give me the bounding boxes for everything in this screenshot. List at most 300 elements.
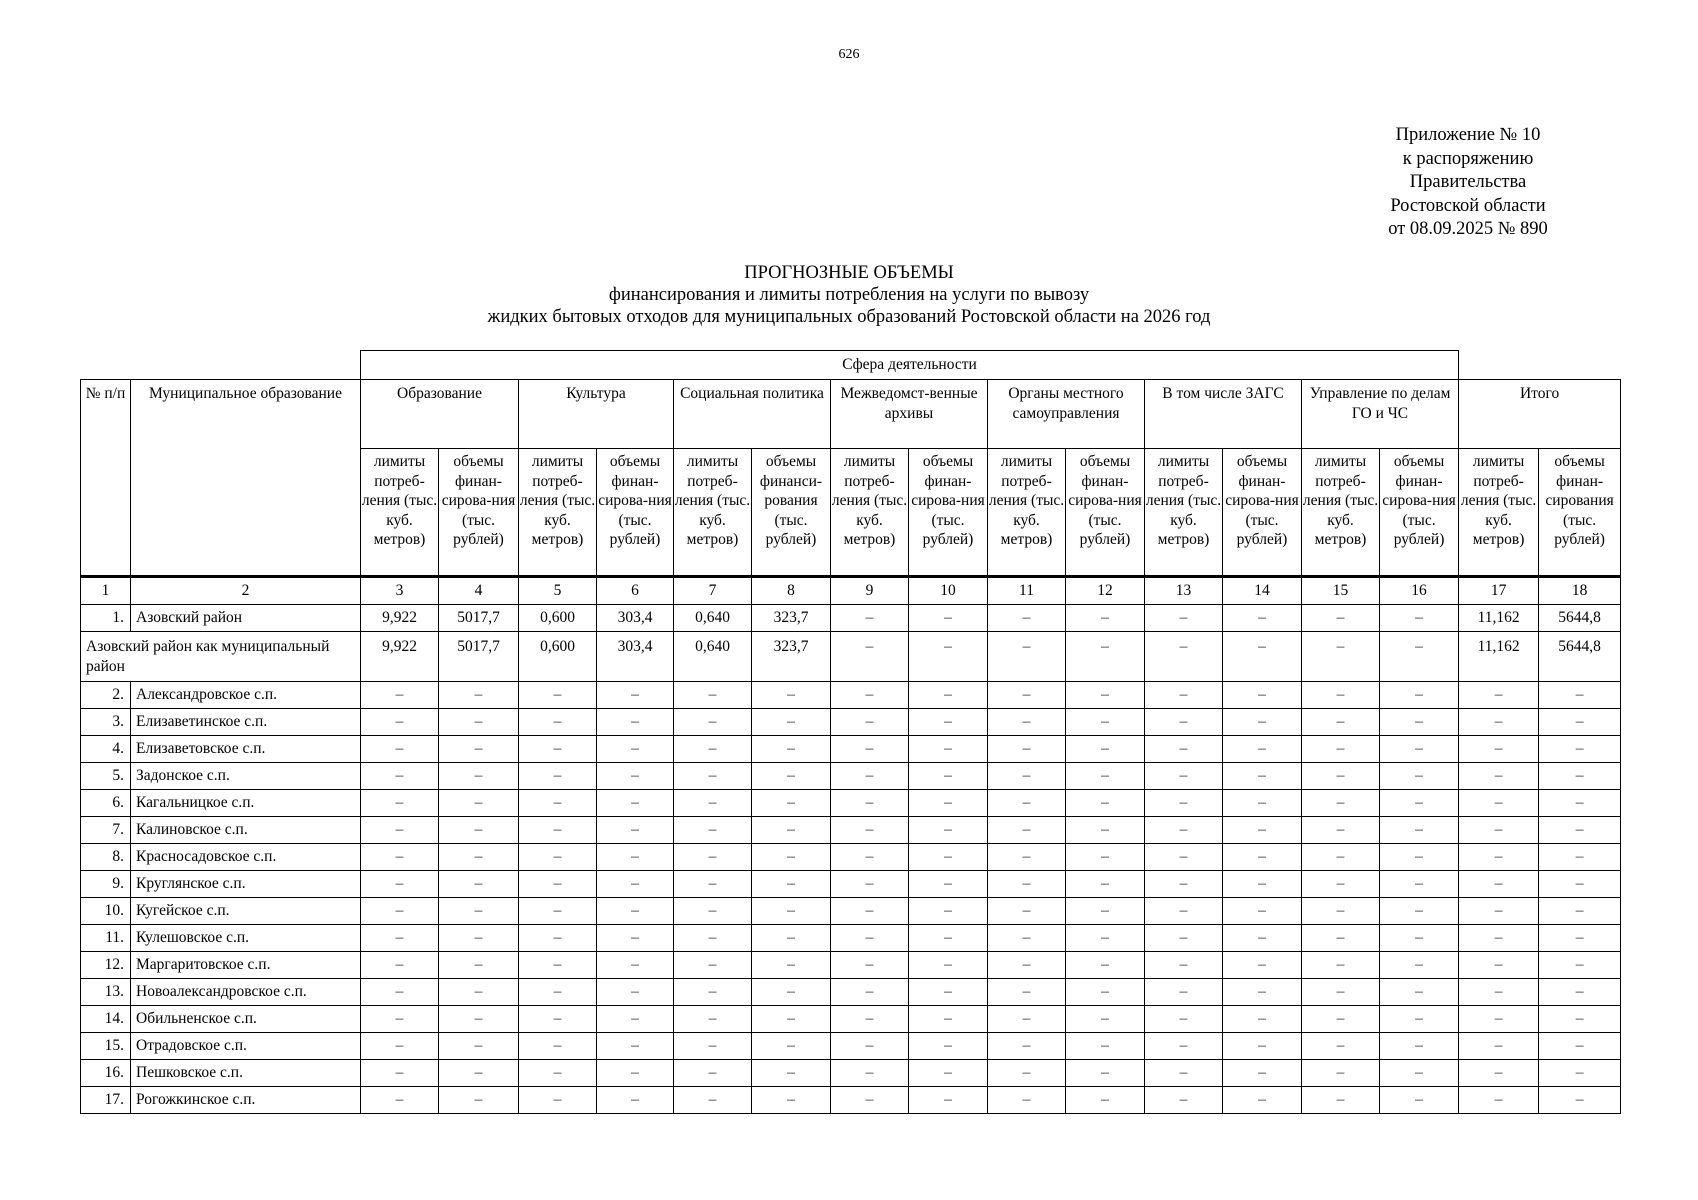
table-row <box>81 632 1621 682</box>
value-cell: – <box>988 979 1066 1006</box>
value-cell: – <box>1145 871 1223 898</box>
value-cell: – <box>831 898 909 925</box>
column-number: 7 <box>674 577 752 605</box>
value-cell: – <box>1380 925 1459 952</box>
value-cell: – <box>519 682 597 709</box>
table-row <box>81 709 1621 736</box>
value-cell: – <box>752 736 831 763</box>
value-cell: – <box>1302 763 1380 790</box>
volumes-subheader: объемы финан-сирования (тыс. рублей) <box>1539 449 1621 577</box>
value-cell: – <box>361 871 439 898</box>
value-cell: – <box>988 682 1066 709</box>
row-number: 13. <box>81 979 131 1006</box>
volumes-subheader: объемы финан-сирова-ния (тыс. рублей) <box>1066 449 1145 577</box>
value-cell: – <box>1066 763 1145 790</box>
value-cell: – <box>361 736 439 763</box>
blank-corner <box>1459 351 1621 380</box>
column-number: 3 <box>361 577 439 605</box>
table-row <box>81 1033 1621 1060</box>
value-cell: – <box>1459 925 1539 952</box>
value-cell: – <box>1223 1060 1302 1087</box>
value-cell: – <box>674 736 752 763</box>
value-cell: – <box>361 1087 439 1114</box>
municipality-name: Круглянское с.п. <box>131 871 361 898</box>
municipality-name: Азовский район <box>131 605 361 632</box>
value-cell: – <box>1066 1033 1145 1060</box>
volumes-subheader: объемы финан-сирова-ния (тыс. рублей) <box>597 449 674 577</box>
value-cell: 9,922 <box>361 605 439 632</box>
value-cell: – <box>674 1060 752 1087</box>
value-cell: – <box>597 817 674 844</box>
value-cell: – <box>1380 682 1459 709</box>
value-cell: 0,640 <box>674 632 752 682</box>
value-cell: – <box>1066 898 1145 925</box>
value-cell: – <box>674 817 752 844</box>
value-cell: – <box>1380 763 1459 790</box>
value-cell: – <box>752 871 831 898</box>
limits-subheader: лимиты потреб-ления (тыс. куб. метров) <box>674 449 752 577</box>
value-cell: – <box>831 605 909 632</box>
col-name-header: Муниципальное образование <box>131 380 361 577</box>
value-cell: – <box>519 817 597 844</box>
value-cell: – <box>1380 632 1459 682</box>
value-cell: – <box>1459 844 1539 871</box>
value-cell: – <box>1066 817 1145 844</box>
value-cell: – <box>831 1060 909 1087</box>
value-cell: – <box>1539 898 1621 925</box>
row-number: 7. <box>81 817 131 844</box>
financing-table <box>80 350 1621 1114</box>
value-cell: – <box>597 925 674 952</box>
value-cell: – <box>831 1033 909 1060</box>
limits-subheader: лимиты потреб-ления (тыс. куб. метров) <box>1302 449 1380 577</box>
value-cell: – <box>1302 952 1380 979</box>
value-cell: – <box>674 844 752 871</box>
value-cell: – <box>597 682 674 709</box>
value-cell: – <box>1459 952 1539 979</box>
value-cell: – <box>1066 871 1145 898</box>
volumes-subheader: объемы финан-сирова-ния (тыс. рублей) <box>909 449 988 577</box>
value-cell: – <box>1145 632 1223 682</box>
value-cell: – <box>1066 682 1145 709</box>
value-cell: – <box>439 1087 519 1114</box>
value-cell: – <box>1145 898 1223 925</box>
value-cell: – <box>1539 1006 1621 1033</box>
value-cell: – <box>1459 898 1539 925</box>
value-cell: 0,600 <box>519 605 597 632</box>
value-cell: – <box>1380 844 1459 871</box>
value-cell: – <box>1302 979 1380 1006</box>
row-number: 15. <box>81 1033 131 1060</box>
value-cell: – <box>1380 709 1459 736</box>
value-cell: – <box>439 844 519 871</box>
value-cell: – <box>831 736 909 763</box>
value-cell: – <box>909 1060 988 1087</box>
value-cell: – <box>909 632 988 682</box>
column-number: 13 <box>1145 577 1223 605</box>
value-cell: 323,7 <box>752 605 831 632</box>
appendix-block <box>1368 124 1568 242</box>
municipality-name: Елизаветинское с.п. <box>131 709 361 736</box>
row-number: 16. <box>81 1060 131 1087</box>
value-cell: – <box>361 844 439 871</box>
title-line: ПРОГНОЗНЫЕ ОБЪЕМЫ <box>744 263 954 283</box>
value-cell: – <box>909 952 988 979</box>
value-cell: – <box>361 1006 439 1033</box>
value-cell: – <box>1066 979 1145 1006</box>
value-cell: – <box>752 952 831 979</box>
municipality-name: Кагальницкое с.п. <box>131 790 361 817</box>
value-cell: – <box>1066 844 1145 871</box>
column-number: 15 <box>1302 577 1380 605</box>
municipality-name: Задонское с.п. <box>131 763 361 790</box>
value-cell: 5017,7 <box>439 605 519 632</box>
value-cell: – <box>752 844 831 871</box>
value-cell: – <box>1380 1033 1459 1060</box>
value-cell: – <box>1223 605 1302 632</box>
value-cell: – <box>1066 952 1145 979</box>
value-cell: – <box>597 763 674 790</box>
value-cell: – <box>361 1060 439 1087</box>
value-cell: – <box>674 979 752 1006</box>
value-cell: – <box>597 709 674 736</box>
value-cell: – <box>1380 817 1459 844</box>
value-cell: – <box>1066 790 1145 817</box>
value-cell: – <box>1223 790 1302 817</box>
value-cell: – <box>831 682 909 709</box>
table-row <box>81 898 1621 925</box>
value-cell: 9,922 <box>361 632 439 682</box>
value-cell: – <box>1459 682 1539 709</box>
value-cell: – <box>1539 763 1621 790</box>
value-cell: – <box>1145 736 1223 763</box>
value-cell: – <box>1459 709 1539 736</box>
value-cell: – <box>1302 790 1380 817</box>
value-cell: 5644,8 <box>1539 605 1621 632</box>
municipality-name: Кулешовское с.п. <box>131 925 361 952</box>
value-cell: – <box>361 1033 439 1060</box>
value-cell: – <box>1539 817 1621 844</box>
value-cell: – <box>439 763 519 790</box>
value-cell: – <box>1223 763 1302 790</box>
value-cell: – <box>1539 736 1621 763</box>
value-cell: – <box>597 1033 674 1060</box>
value-cell: – <box>597 979 674 1006</box>
value-cell: – <box>361 925 439 952</box>
value-cell: – <box>519 952 597 979</box>
value-cell: – <box>519 709 597 736</box>
value-cell: – <box>1380 1087 1459 1114</box>
value-cell: – <box>752 709 831 736</box>
value-cell: – <box>909 1006 988 1033</box>
value-cell: – <box>1302 1006 1380 1033</box>
value-cell: – <box>1380 952 1459 979</box>
value-cell: – <box>439 1033 519 1060</box>
column-number: 5 <box>519 577 597 605</box>
value-cell: – <box>831 790 909 817</box>
value-cell: – <box>1302 1033 1380 1060</box>
value-cell: – <box>1145 605 1223 632</box>
value-cell: – <box>439 709 519 736</box>
value-cell: – <box>439 979 519 1006</box>
value-cell: – <box>1380 1060 1459 1087</box>
value-cell: – <box>752 898 831 925</box>
value-cell: 303,4 <box>597 605 674 632</box>
value-cell: – <box>1380 790 1459 817</box>
value-cell: – <box>831 952 909 979</box>
value-cell: – <box>1302 605 1380 632</box>
value-cell: – <box>361 682 439 709</box>
value-cell: – <box>752 925 831 952</box>
limits-subheader: лимиты потреб-ления (тыс. куб. метров) <box>1145 449 1223 577</box>
value-cell: – <box>1223 952 1302 979</box>
value-cell: – <box>831 979 909 1006</box>
value-cell: – <box>1302 682 1380 709</box>
value-cell: – <box>674 925 752 952</box>
appendix-line: Ростовской области <box>1390 195 1546 216</box>
value-cell: – <box>752 979 831 1006</box>
title-line: финансирования и лимиты потребления на услуги по вывозу <box>608 285 1090 305</box>
value-cell: – <box>439 682 519 709</box>
value-cell: 0,600 <box>519 632 597 682</box>
column-number: 11 <box>988 577 1066 605</box>
value-cell: – <box>1066 1087 1145 1114</box>
value-cell: – <box>1539 844 1621 871</box>
value-cell: – <box>439 1060 519 1087</box>
value-cell: – <box>361 952 439 979</box>
value-cell: – <box>752 817 831 844</box>
value-cell: – <box>909 736 988 763</box>
table-row <box>81 952 1621 979</box>
value-cell: – <box>988 871 1066 898</box>
value-cell: – <box>909 817 988 844</box>
value-cell: – <box>1145 925 1223 952</box>
value-cell: – <box>1223 682 1302 709</box>
value-cell: – <box>597 790 674 817</box>
appendix-line: Приложение № 10 <box>1395 125 1541 145</box>
value-cell: – <box>519 979 597 1006</box>
value-cell: – <box>909 682 988 709</box>
value-cell: 11,162 <box>1459 605 1539 632</box>
row-number: 1. <box>81 605 131 632</box>
value-cell: – <box>909 1033 988 1060</box>
value-cell: – <box>1459 1006 1539 1033</box>
value-cell: – <box>674 952 752 979</box>
value-cell: – <box>909 1087 988 1114</box>
value-cell: – <box>519 871 597 898</box>
page-number: 626 <box>838 47 860 62</box>
value-cell: – <box>1380 979 1459 1006</box>
value-cell: – <box>1066 925 1145 952</box>
value-cell: – <box>988 898 1066 925</box>
value-cell: – <box>1145 1033 1223 1060</box>
column-number: 16 <box>1380 577 1459 605</box>
volumes-subheader: объемы финанси-рования (тыс. рублей) <box>752 449 831 577</box>
value-cell: – <box>1145 1060 1223 1087</box>
table-row <box>81 871 1621 898</box>
value-cell: – <box>1066 1006 1145 1033</box>
value-cell: – <box>361 817 439 844</box>
value-cell: – <box>361 790 439 817</box>
value-cell: – <box>1145 817 1223 844</box>
value-cell: – <box>1539 1033 1621 1060</box>
table-row <box>81 1087 1621 1114</box>
value-cell: – <box>1223 632 1302 682</box>
document-title <box>0 262 1698 328</box>
group-local-gov-header: Органы местного самоуправления <box>988 380 1145 449</box>
value-cell: – <box>1459 871 1539 898</box>
value-cell: – <box>1066 632 1145 682</box>
column-number: 6 <box>597 577 674 605</box>
limits-subheader: лимиты потреб-ления (тыс. куб. метров) <box>361 449 439 577</box>
row-number: 2. <box>81 682 131 709</box>
value-cell: – <box>1145 1006 1223 1033</box>
table-row <box>81 925 1621 952</box>
value-cell: – <box>909 898 988 925</box>
value-cell: 11,162 <box>1459 632 1539 682</box>
value-cell: – <box>1380 898 1459 925</box>
value-cell: – <box>1459 763 1539 790</box>
value-cell: – <box>1302 1087 1380 1114</box>
value-cell: – <box>597 1060 674 1087</box>
value-cell: – <box>597 1087 674 1114</box>
municipality-name: Отрадовское с.п. <box>131 1033 361 1060</box>
column-number: 12 <box>1066 577 1145 605</box>
table-row <box>81 1060 1621 1087</box>
value-cell: – <box>1539 979 1621 1006</box>
municipality-name: Маргаритовское с.п. <box>131 952 361 979</box>
value-cell: – <box>1145 709 1223 736</box>
value-cell: – <box>1223 898 1302 925</box>
row-number: 9. <box>81 871 131 898</box>
municipality-name: Александровское с.п. <box>131 682 361 709</box>
value-cell: – <box>1459 790 1539 817</box>
appendix-line: от 08.09.2025 № 890 <box>1388 219 1548 239</box>
table-row <box>81 790 1621 817</box>
value-cell: – <box>1223 871 1302 898</box>
column-number: 8 <box>752 577 831 605</box>
value-cell: – <box>674 871 752 898</box>
value-cell: – <box>1066 605 1145 632</box>
value-cell: – <box>1145 682 1223 709</box>
value-cell: – <box>988 1087 1066 1114</box>
value-cell: 5017,7 <box>439 632 519 682</box>
value-cell: – <box>988 763 1066 790</box>
value-cell: – <box>519 1033 597 1060</box>
municipality-name: Калиновское с.п. <box>131 817 361 844</box>
value-cell: – <box>1380 1006 1459 1033</box>
value-cell: – <box>909 871 988 898</box>
value-cell: 0,640 <box>674 605 752 632</box>
value-cell: – <box>988 1060 1066 1087</box>
value-cell: – <box>988 952 1066 979</box>
row-number: 11. <box>81 925 131 952</box>
value-cell: – <box>519 844 597 871</box>
value-cell: – <box>1380 605 1459 632</box>
row-number: 3. <box>81 709 131 736</box>
column-number: 2 <box>131 577 361 605</box>
value-cell: – <box>1223 709 1302 736</box>
column-number: 4 <box>439 577 519 605</box>
value-cell: – <box>752 1087 831 1114</box>
value-cell: – <box>1145 1087 1223 1114</box>
value-cell: 303,4 <box>597 632 674 682</box>
appendix-line: Правительства <box>1409 172 1527 192</box>
group-obrazovanie-header: Образование <box>361 380 519 449</box>
value-cell: – <box>752 1060 831 1087</box>
value-cell: – <box>752 1006 831 1033</box>
value-cell: – <box>439 817 519 844</box>
value-cell: – <box>909 763 988 790</box>
municipality-name: Красносадовское с.п. <box>131 844 361 871</box>
volumes-subheader: объемы финан-сирова-ния (тыс. рублей) <box>439 449 519 577</box>
value-cell: – <box>597 844 674 871</box>
row-number: 10. <box>81 898 131 925</box>
value-cell: – <box>1145 952 1223 979</box>
value-cell: – <box>674 790 752 817</box>
table-row <box>81 605 1621 632</box>
value-cell: – <box>988 817 1066 844</box>
value-cell: – <box>1380 736 1459 763</box>
title-line: жидких бытовых отходов для муниципальных образований Ростовской области на 2026 год <box>487 307 1211 327</box>
municipality-name: Обильненское с.п. <box>131 1006 361 1033</box>
value-cell: – <box>909 790 988 817</box>
value-cell: – <box>752 1033 831 1060</box>
group-zags-header: В том числе ЗАГС <box>1145 380 1302 449</box>
value-cell: – <box>1539 871 1621 898</box>
group-total-header: Итого <box>1459 380 1621 449</box>
value-cell: – <box>597 871 674 898</box>
group-kultura-header: Культура <box>519 380 674 449</box>
row-number: 5. <box>81 763 131 790</box>
volumes-subheader: объемы финан-сирова-ния (тыс. рублей) <box>1223 449 1302 577</box>
table-row <box>81 817 1621 844</box>
value-cell: – <box>988 736 1066 763</box>
column-number: 14 <box>1223 577 1302 605</box>
value-cell: – <box>1302 871 1380 898</box>
row-number: 17. <box>81 1087 131 1114</box>
value-cell: – <box>1223 1033 1302 1060</box>
column-number: 18 <box>1539 577 1621 605</box>
municipality-name: Пешковское с.п. <box>131 1060 361 1087</box>
value-cell: – <box>752 790 831 817</box>
value-cell: – <box>1380 871 1459 898</box>
value-cell: – <box>1066 1060 1145 1087</box>
value-cell: – <box>674 898 752 925</box>
value-cell: – <box>1145 763 1223 790</box>
group-social-header: Социальная политика <box>674 380 831 449</box>
value-cell: – <box>831 709 909 736</box>
value-cell: – <box>909 605 988 632</box>
col-num-header: № п/п <box>81 380 131 577</box>
value-cell: – <box>1223 817 1302 844</box>
value-cell: – <box>361 979 439 1006</box>
value-cell: – <box>988 605 1066 632</box>
value-cell: – <box>1459 817 1539 844</box>
column-number: 1 <box>81 577 131 605</box>
value-cell: – <box>439 1006 519 1033</box>
value-cell: – <box>909 844 988 871</box>
value-cell: – <box>1539 1087 1621 1114</box>
value-cell: – <box>831 1087 909 1114</box>
value-cell: – <box>674 1087 752 1114</box>
table-row <box>81 844 1621 871</box>
value-cell: – <box>1459 979 1539 1006</box>
row-number: 4. <box>81 736 131 763</box>
value-cell: – <box>831 817 909 844</box>
table-row <box>81 763 1621 790</box>
value-cell: – <box>1223 1006 1302 1033</box>
